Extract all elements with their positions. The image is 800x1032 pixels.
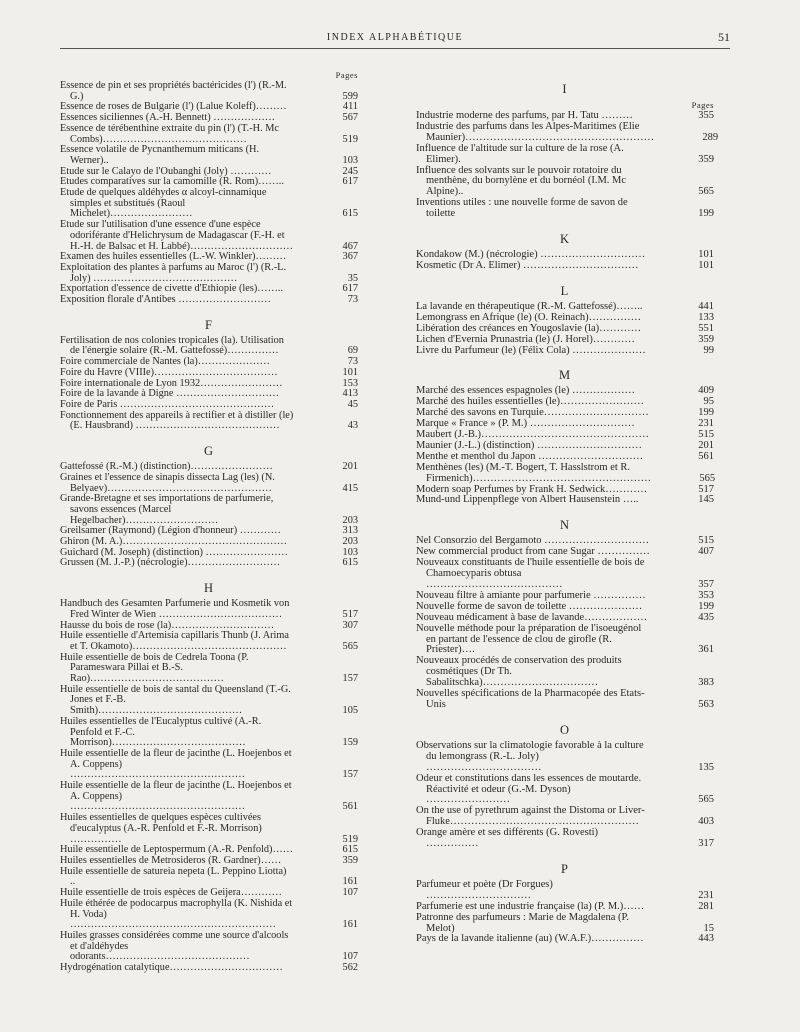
entry-page-number: 73 bbox=[347, 356, 358, 368]
entry-title: Industrie moderne des parfums, par H. Tatu ……… bbox=[416, 110, 633, 121]
entry-page-number: 157 bbox=[342, 673, 358, 685]
entry-title: Observations sur la climatologie favorable à la culture du lemongrass (R.-L. Joly) …………………………… bbox=[416, 739, 644, 773]
entry-page-number: 101 bbox=[342, 366, 358, 378]
entry-title: Etude sur l'utilisation d'une essence d'une espèce odoriférante d'Helichrysum de Madagascar (F.-H. et H.-H. de Balsac et H. Labbé)………………………… bbox=[60, 219, 294, 252]
pages-column-label: Pages bbox=[335, 70, 358, 80]
index-entry bbox=[60, 558, 358, 569]
entry-title: Orange amère et ses différents (G. Rovesti) …………… bbox=[416, 827, 599, 850]
entry-title: Handbuch des Gesamten Parfumerie und Kosmetik von Fred Winter de Wien ……………………………… bbox=[60, 598, 290, 620]
index-entry bbox=[60, 336, 358, 357]
entry-title: Etude sur le Calayo de l'Oubanghi (Joly) ………… bbox=[60, 165, 272, 177]
entry-title: Nouveaux constituants de l'huile essentielle de bois de Chamoecyparis obtusa ………………………………… bbox=[416, 557, 645, 590]
entry-title: Exploitation des plantes à parfums au Maroc (l') (R.-L. Joly) …………………………………… bbox=[60, 261, 287, 284]
entry-page-number: 231 bbox=[698, 418, 714, 430]
entry-page-number: 359 bbox=[698, 333, 714, 345]
entry-title: Foire de Paris ……………………………………… bbox=[60, 398, 275, 410]
entry-title: Mund-und Lippenpflege von Albert Hausenstein ….. bbox=[416, 494, 639, 506]
index-entry bbox=[416, 144, 714, 166]
entry-title: Etude de quelques aldéhydes α alcoyl-cinnamique simples et substitués (Raoul Michelet)…………………… bbox=[60, 187, 267, 220]
entry-title: Menthènes (les) (M.-T. Bogert, T. Hasslstrom et R. Firmenich)…………………………………………… bbox=[416, 461, 652, 484]
entry-title: Examen des huiles essentielles (L.-W. Winkler)……… bbox=[60, 251, 287, 263]
entry-title: Livre du Parfumeur (le) (Félix Cola) ………………… bbox=[416, 344, 646, 356]
entry-page-number: 107 bbox=[342, 951, 358, 963]
index-section bbox=[60, 442, 358, 569]
entry-title: Huiles essentielles de l'Eucalyptus cultivé (A.-R. Penfold et F.-C. Morrison)………………………………… bbox=[60, 715, 262, 749]
entry-page-number: 515 bbox=[698, 535, 714, 547]
entry-page-number: 517 bbox=[698, 483, 714, 495]
entry-page-number: 565 bbox=[698, 186, 714, 198]
entry-title: Essences siciliennes (A.-H. Bennett) ……………… bbox=[60, 112, 276, 124]
index-entry bbox=[416, 913, 714, 935]
index-entry bbox=[416, 324, 714, 335]
index-entry bbox=[60, 188, 358, 220]
entry-page-number: 562 bbox=[342, 962, 358, 974]
entry-page-number: 35 bbox=[347, 272, 358, 284]
entry-page-number: 359 bbox=[342, 855, 358, 866]
entry-page-number: 617 bbox=[342, 176, 358, 188]
index-section bbox=[416, 516, 714, 711]
entry-title: Lichen d'Evernia Prunastria (le) (J. Horel)………… bbox=[416, 333, 635, 345]
index-entry bbox=[416, 198, 714, 220]
entry-page-number: 407 bbox=[698, 546, 714, 558]
entry-page-number: 565 bbox=[342, 640, 358, 652]
entry-title: Graines et l'essence de sinapis dissecta Lag (les) (N. Belyaev)………………………………………… bbox=[60, 471, 275, 494]
entry-title: Pays de la lavande italienne (au) (W.A.F.)…………… bbox=[416, 933, 644, 945]
entry-page-number: 317 bbox=[698, 838, 714, 850]
index-section bbox=[60, 316, 358, 432]
index-entry bbox=[60, 368, 358, 379]
section-letter: K bbox=[559, 232, 571, 247]
index-entry bbox=[60, 749, 358, 781]
entry-page-number: 355 bbox=[698, 110, 714, 121]
index-entry bbox=[416, 613, 714, 624]
entry-title: Huiles essentielles de Metrosideros (R. Gardner)…… bbox=[60, 855, 282, 866]
section-letter: M bbox=[558, 368, 572, 383]
entry-title: Nouvelle forme de savon de toilette ………………… bbox=[416, 600, 643, 612]
pages-column-label: Pages bbox=[691, 100, 714, 110]
index-entry bbox=[60, 81, 358, 102]
index-section bbox=[416, 230, 714, 272]
entry-page-number: 441 bbox=[698, 300, 714, 312]
index-entry bbox=[416, 741, 714, 774]
index-entry bbox=[60, 411, 358, 432]
entry-title: On the use of pyrethrum against the Distoma or Liver-Fluke……………………………………………… bbox=[416, 805, 645, 828]
entry-page-number: 145 bbox=[698, 494, 714, 506]
entry-title: Huile essentielle d'Artemisia capillaris Thunb (J. Arima et T. Okamoto)……………………………………… bbox=[60, 630, 289, 652]
entry-title: Modern soap Perfumes by Frank H. Sedwick………… bbox=[416, 483, 648, 495]
entry-page-number: 519 bbox=[342, 833, 358, 845]
running-title: INDEX ALPHABÉTIQUE bbox=[326, 32, 464, 43]
index-entry bbox=[60, 653, 358, 685]
entry-title: Huile essentielle de bois de santal du Queensland (T.-G. Jones et F.-B. Smith)…………………………………… bbox=[60, 683, 291, 717]
entry-page-number: 413 bbox=[342, 388, 358, 400]
entry-page-number: 411 bbox=[342, 101, 358, 113]
entry-page-number: 153 bbox=[342, 377, 358, 389]
entry-page-number: 199 bbox=[698, 600, 714, 612]
entry-page-number: 361 bbox=[698, 644, 714, 656]
index-section bbox=[60, 579, 358, 974]
entry-title: Hausse du bois de rose (la)………………………… bbox=[60, 619, 275, 631]
entry-title: Nouveaux procédés de conservation des produits cosmétiques (Dr Th. Sabalitschka)…………………………… bbox=[416, 655, 622, 689]
index-entry bbox=[416, 261, 714, 272]
entry-title: Essence de roses de Bulgarie (l') (Lalue Koleff)……… bbox=[60, 101, 287, 113]
index-entry bbox=[416, 463, 714, 485]
entry-page-number: 135 bbox=[698, 761, 714, 773]
entry-page-number: 383 bbox=[698, 677, 714, 689]
entry-title: Libération des créances en Yougoslavie (la)………… bbox=[416, 322, 642, 334]
entry-title: Fonctionnement des appareils à rectifier et à distiller (le) (E. Hausbrand) …………………………………… bbox=[60, 409, 294, 432]
entry-title: Maunier (J.-L.) (distinction) ………………………… bbox=[416, 439, 643, 451]
entry-title: Foire de la lavande à Digne ………………………… bbox=[60, 388, 280, 400]
index-entry bbox=[416, 656, 714, 689]
entry-title: Nel Consorzio del Bergamoto ………………………… bbox=[416, 535, 650, 547]
entry-title: Nouveau filtre à amiante pour parfumerie …………… bbox=[416, 589, 646, 601]
entry-title: Fertilisation de nos colonies tropicales (la). Utilisation de l'énergie solaire (R.-M. Gattefossé)…………… bbox=[60, 334, 284, 357]
entry-title: Influence des solvants sur le pouvoir rotatoire du menthène, du bornylène et du bornéol (I.M. Mc Alpine).. bbox=[416, 164, 627, 198]
index-entry bbox=[60, 813, 358, 845]
entry-page-number: 289 bbox=[702, 131, 719, 143]
entry-page-number: 105 bbox=[342, 705, 358, 717]
entry-page-number: 203 bbox=[342, 514, 358, 526]
entry-title: Marque « France » (P. M.) ………………………… bbox=[416, 418, 635, 430]
entry-page-number: 353 bbox=[698, 589, 714, 601]
entry-title: Huiles essentielles de quelques espèces cultivées d'eucalyptus (A.-R. Penfold et F.-R. Morrison) …………… bbox=[60, 812, 262, 845]
entry-title: Huile essentielle de bois de Cedrela Toona (P. Parameswara Pillai et B.-S. Rao)………………………………… bbox=[60, 651, 249, 685]
entry-page-number: 161 bbox=[342, 876, 358, 888]
entry-page-number: 43 bbox=[347, 420, 358, 432]
entry-page-number: 201 bbox=[342, 461, 358, 473]
index-entry bbox=[416, 335, 714, 346]
entry-title: Exposition florale d'Antibes ……………………… bbox=[60, 294, 271, 306]
index-entry bbox=[416, 624, 714, 657]
index-entry bbox=[60, 494, 358, 526]
entry-page-number: 403 bbox=[698, 816, 714, 828]
entry-title: Foire du Havre (VIIIe)……………………………… bbox=[60, 366, 278, 378]
entry-title: Huile essentielle de trois espèces de Geijera………… bbox=[60, 887, 282, 899]
entry-page-number: 101 bbox=[698, 259, 714, 271]
index-entry bbox=[416, 689, 714, 711]
index-section bbox=[60, 70, 358, 306]
entry-page-number: 359 bbox=[698, 153, 714, 165]
entry-page-number: 565 bbox=[698, 794, 714, 806]
section-letter: P bbox=[561, 861, 569, 876]
entry-title: Inventions utiles : une nouvelle forme de savon de toilette bbox=[416, 197, 628, 220]
entry-title: Guichard (M. Joseph) (distinction) …………………… bbox=[60, 546, 288, 558]
entry-page-number: 409 bbox=[698, 385, 714, 397]
entry-page-number: 103 bbox=[342, 154, 358, 166]
index-entry bbox=[60, 867, 358, 888]
entry-title: Nouvelle méthode pour la préparation de l'isoeugénol en partant de l'essence de clou de girofle (R. Priester)…. bbox=[416, 622, 642, 656]
index-entry bbox=[60, 599, 358, 620]
index-entry bbox=[60, 963, 358, 974]
entry-title: Grussen (M. J.-P.) (nécrologie)……………………… bbox=[60, 557, 281, 569]
section-letter: H bbox=[203, 581, 215, 596]
entry-title: Nouvelles spécifications de la Pharmacopée des Etats-Unis bbox=[416, 688, 645, 710]
entry-page-number: 615 bbox=[342, 844, 358, 856]
entry-page-number: 515 bbox=[698, 429, 714, 441]
entry-title: Huile essentielle de satureia nepeta (L. Peppino Liotta) .. bbox=[60, 865, 287, 888]
entry-page-number: 467 bbox=[342, 240, 358, 252]
entry-title: Patronne des parfumeurs : Marie de Magdalena (P. Melot) bbox=[416, 911, 629, 934]
entry-title: Huiles grasses considérées comme une source d'alcools et d'aldéhydes odorants…………………………………… bbox=[60, 929, 289, 963]
entry-page-number: 69 bbox=[347, 345, 358, 357]
index-entry bbox=[60, 124, 358, 145]
entry-page-number: 615 bbox=[342, 208, 358, 220]
entry-page-number: 563 bbox=[698, 698, 714, 710]
entry-page-number: 313 bbox=[342, 525, 358, 537]
index-entry bbox=[60, 685, 358, 717]
section-letter: I bbox=[562, 82, 568, 96]
entry-page-number: 45 bbox=[347, 398, 358, 410]
entry-title: Marché des essences espagnoles (le) ……………… bbox=[416, 385, 635, 397]
entry-page-number: 357 bbox=[698, 579, 714, 590]
entry-page-number: 199 bbox=[698, 208, 714, 220]
entry-title: Essence de pin et ses propriétés bactéricides (l') (R.-M. G.) bbox=[60, 80, 287, 102]
section-letter: F bbox=[205, 317, 213, 332]
entry-title: Greilsamer (Raymond) (Légion d'honneur) ………… bbox=[60, 525, 281, 537]
index-entry bbox=[416, 828, 714, 850]
entry-title: Huile éthérée de podocarpus macrophylla (K. Nishida et H. Voda) …………………………………………………… bbox=[60, 897, 293, 931]
entry-page-number: 599 bbox=[342, 90, 358, 102]
entry-title: Etudes comparatives sur la camomille (R. Rom)…….. bbox=[60, 176, 284, 188]
entry-title: Parfumerie est une industrie française (la) (P. M.)…… bbox=[416, 900, 645, 912]
entry-page-number: 199 bbox=[698, 407, 714, 419]
entry-title: Marché des savons en Turquie………………………… bbox=[416, 407, 649, 419]
section-letter: G bbox=[203, 444, 215, 459]
entry-title: Grande-Bretagne et ses importations de parfumerie, savons essences (Marcel Hegelbacher)……………………… bbox=[60, 493, 274, 526]
index-entry bbox=[60, 295, 358, 306]
entry-title: Essence volatile de Pycnanthemum miticans (H. Werner).. bbox=[60, 144, 260, 166]
entry-title: Essence de térébenthine extraite du pin (l') (T.-H. Mc Combs)…………………………………… bbox=[60, 122, 279, 145]
index-entry bbox=[60, 145, 358, 166]
entry-page-number: 201 bbox=[698, 439, 714, 451]
entry-title: Hydrogénation catalytique…………………………… bbox=[60, 962, 283, 974]
entry-page-number: 367 bbox=[342, 251, 358, 263]
entry-page-number: 73 bbox=[347, 294, 358, 306]
page-number: 51 bbox=[718, 30, 730, 44]
index-section bbox=[416, 80, 719, 220]
index-entry bbox=[416, 880, 714, 902]
entry-page-number: 99 bbox=[703, 344, 714, 356]
entry-title: New commercial product from cane Sugar …………… bbox=[416, 546, 650, 558]
index-entry bbox=[60, 781, 358, 813]
index-entry bbox=[416, 166, 714, 199]
page-header bbox=[60, 32, 730, 49]
entry-page-number: 565 bbox=[699, 472, 716, 484]
index-entry bbox=[416, 346, 714, 357]
entry-title: Maubert (J.-B.)………………………………………… bbox=[416, 429, 650, 441]
entry-page-number: 159 bbox=[342, 737, 358, 749]
entry-page-number: 307 bbox=[342, 619, 358, 631]
entry-page-number: 15 bbox=[703, 922, 714, 934]
index-entry bbox=[60, 220, 358, 252]
entry-title: Odeur et constitutions dans les essences de moutarde. Réactivité et odeur (G.-M. Dyson) …………………… bbox=[416, 772, 642, 806]
section-letter: L bbox=[560, 283, 570, 298]
entry-page-number: 101 bbox=[698, 249, 714, 261]
entry-title: Nouveau médicament à base de lavande……………… bbox=[416, 611, 648, 623]
index-entry bbox=[416, 558, 714, 591]
entry-page-number: 415 bbox=[342, 482, 358, 494]
entry-title: Huile essentielle de la fleur de jacinthe (L. Hoejenbos et A. Coppens) …………………………………………… bbox=[60, 747, 292, 781]
section-letter: O bbox=[559, 722, 571, 737]
index-section bbox=[416, 366, 714, 506]
entry-title: Ghiron (M. A.)………………………………………… bbox=[60, 536, 288, 548]
entry-title: Lemongrass en Afrique (le) (O. Reinach)…………… bbox=[416, 311, 642, 323]
entry-page-number: 157 bbox=[342, 769, 358, 781]
entry-title: Huile essentielle de la fleur de jacinthe (L. Hoejenbos et A. Coppens) …………………………………………… bbox=[60, 780, 292, 813]
entry-page-number: 231 bbox=[698, 889, 714, 901]
index-entry bbox=[416, 806, 714, 828]
entry-page-number: 443 bbox=[698, 933, 714, 945]
entry-title: Gattefossé (R.-M.) (distinction)…………………… bbox=[60, 461, 273, 473]
right-column bbox=[416, 70, 719, 945]
entry-title: Industrie des parfums dans les Alpes-Maritimes (Elie Maunier)……………………………………………… bbox=[416, 120, 655, 143]
entry-page-number: 435 bbox=[698, 611, 714, 623]
entry-title: Huile essentielle de Leptospermum (A.-R. Penfold)…… bbox=[60, 844, 294, 856]
entry-page-number: 203 bbox=[342, 536, 358, 548]
entry-page-number: 245 bbox=[342, 165, 358, 177]
index-entry bbox=[416, 120, 719, 144]
entry-title: Parfumeur et poète (Dr Forgues) ………………………… bbox=[416, 878, 553, 901]
entry-title: Marché des huiles essentielles (le)…………………… bbox=[416, 396, 645, 408]
entry-title: Foire commerciale de Nantes (la)………………… bbox=[60, 356, 270, 368]
entry-page-number: 517 bbox=[342, 608, 358, 620]
entry-title: Kosmetic (Dr A. Elimer) …………………………… bbox=[416, 259, 639, 271]
entry-page-number: 95 bbox=[703, 396, 714, 408]
index-section bbox=[416, 860, 714, 945]
index-entry bbox=[416, 774, 714, 807]
entry-page-number: 281 bbox=[698, 900, 714, 912]
entry-page-number: 561 bbox=[342, 801, 358, 813]
entry-title: Exportation d'essence de civette d'Ethiopie (les)…….. bbox=[60, 283, 284, 295]
index-entry bbox=[60, 473, 358, 494]
entry-page-number: 133 bbox=[698, 311, 714, 323]
left-column bbox=[60, 70, 358, 974]
entry-page-number: 107 bbox=[342, 887, 358, 899]
entry-title: Menthe et menthol du Japon ………………………… bbox=[416, 450, 644, 462]
section-letter: N bbox=[559, 518, 571, 533]
index-entry bbox=[416, 495, 714, 506]
entry-page-number: 103 bbox=[342, 546, 358, 558]
entry-title: Foire internationale de Lyon 1932…………………… bbox=[60, 377, 283, 389]
index-entry bbox=[60, 899, 358, 931]
entry-page-number: 161 bbox=[342, 919, 358, 931]
entry-page-number: 617 bbox=[342, 283, 358, 295]
entry-page-number: 519 bbox=[342, 133, 358, 145]
entry-page-number: 561 bbox=[698, 450, 714, 462]
entry-page-number: 615 bbox=[342, 557, 358, 569]
entry-title: Influence de l'altitude sur la culture de la rose (A. Elimer). bbox=[416, 142, 624, 165]
entry-title: La lavande en thérapeutique (R.-M. Gattefossé)…….. bbox=[416, 300, 643, 312]
entry-page-number: 567 bbox=[342, 112, 358, 124]
index-entry bbox=[60, 931, 358, 963]
index-entry bbox=[60, 717, 358, 749]
index-entry bbox=[416, 934, 714, 945]
entry-page-number: 551 bbox=[698, 322, 714, 334]
index-entry bbox=[60, 263, 358, 284]
index-section bbox=[416, 282, 714, 357]
entry-title: Kondakow (M.) (nécrologie) ………………………… bbox=[416, 249, 646, 261]
index-section bbox=[416, 721, 714, 850]
index-entry bbox=[60, 631, 358, 652]
